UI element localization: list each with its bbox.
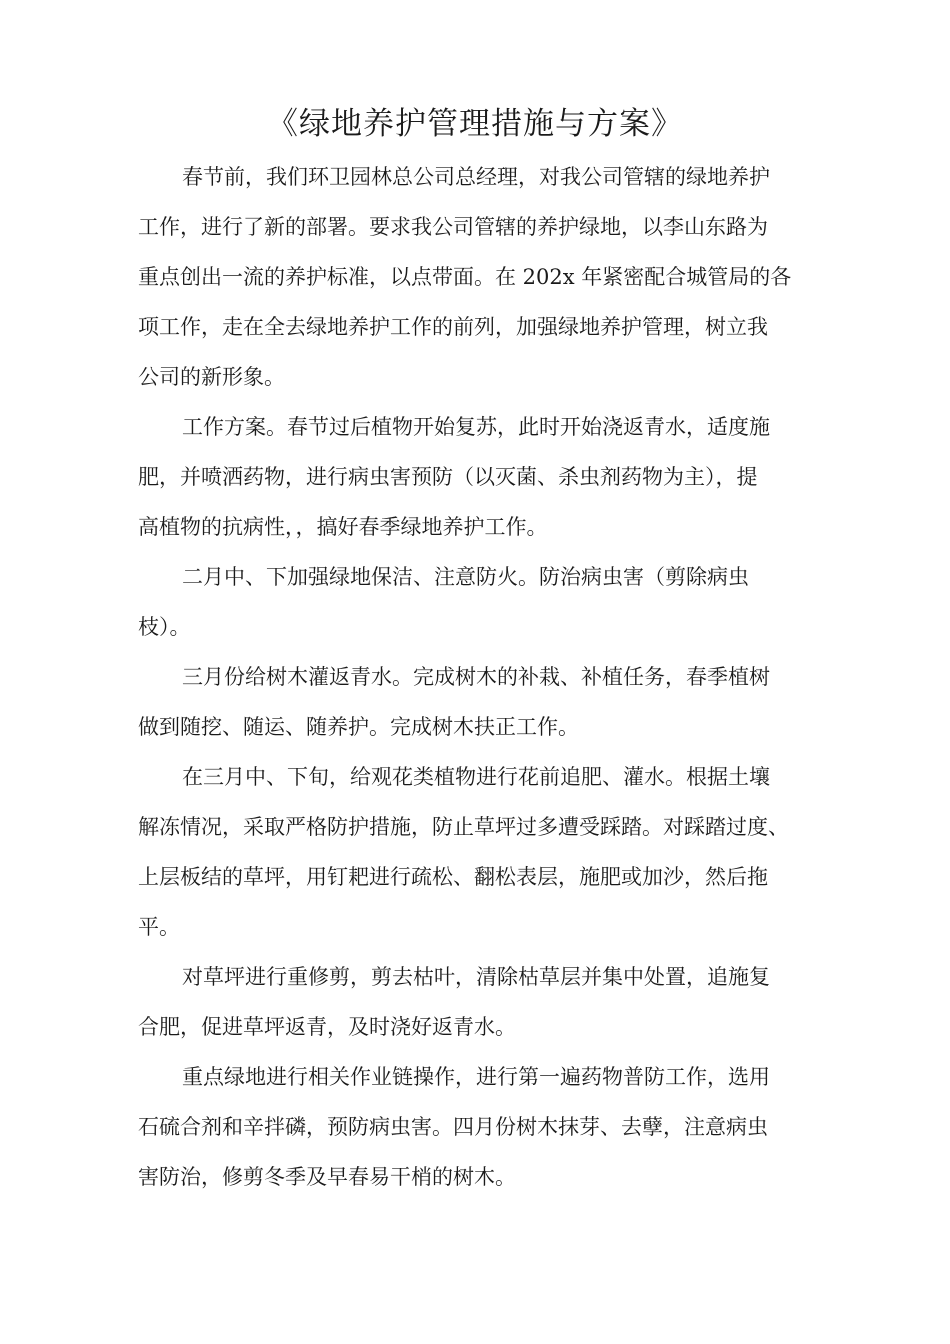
text-line: 合肥，促进草坪返青，及时浇好返青水。	[138, 1015, 516, 1039]
text-line: 上层板结的草坪，用钉耙进行疏松、翻松表层，施肥或加沙，然后拖	[138, 865, 768, 889]
text-line: 重点创出一流的养护标准，以点带面。在 202x 年紧密配合城管局的各	[138, 265, 792, 289]
paragraph	[138, 752, 826, 952]
text-line: 对草坪进行重修剪，剪去枯叶，清除枯草层并集中处置，追施复	[182, 965, 770, 989]
paragraph	[138, 152, 826, 402]
paragraph	[138, 952, 826, 1052]
text-line: 工作，进行了新的部署。要求我公司管辖的养护绿地，以李山东路为	[138, 215, 768, 239]
text-line: 害防治，修剪冬季及早春易干梢的树木。	[138, 1165, 516, 1189]
paragraph	[138, 552, 826, 652]
text-line: 工作方案。春节过后植物开始复苏，此时开始浇返青水，适度施	[182, 415, 770, 439]
text-line: 平。	[138, 915, 180, 939]
paragraph	[138, 402, 826, 552]
text-line: 二月中、下加强绿地保洁、注意防火。防治病虫害（剪除病虫	[182, 565, 749, 589]
text-line: 三月份给树木灌返青水。完成树木的补栽、补植任务，春季植树	[182, 665, 770, 689]
text-line: 项工作，走在全去绿地养护工作的前列，加强绿地养护管理，树立我	[138, 315, 768, 339]
document-title: 《绿地养护管理措施与方案》	[267, 106, 683, 142]
text-line: 枝）。	[138, 615, 191, 639]
text-line: 春节前，我们环卫园林总公司总经理，对我公司管辖的绿地养护	[182, 165, 770, 189]
paragraph	[138, 1052, 826, 1202]
paragraph	[138, 652, 826, 752]
text-line: 重点绿地进行相关作业链操作，进行第一遍药物普防工作，选用	[182, 1065, 770, 1089]
document-body	[138, 152, 826, 1202]
text-line: 公司的新形象。	[138, 365, 285, 389]
text-line: 石硫合剂和辛拌磷，预防病虫害。四月份树木抹芽、去孽，注意病虫	[138, 1115, 768, 1139]
text-line: 做到随挖、随运、随养护。完成树木扶正工作。	[138, 715, 579, 739]
text-line: 高植物的抗病性，，搞好春季绿地养护工作。	[138, 515, 548, 539]
text-line: 肥，并喷洒药物，进行病虫害预防（以灭菌、杀虫剂药物为主），提	[138, 465, 758, 489]
text-line: 解冻情况，采取严格防护措施，防止草坪过多遭受踩踏。对踩踏过度、	[138, 815, 789, 839]
text-line: 在三月中、下旬，给观花类植物进行花前追肥、灌水。根据土壤	[182, 765, 770, 789]
